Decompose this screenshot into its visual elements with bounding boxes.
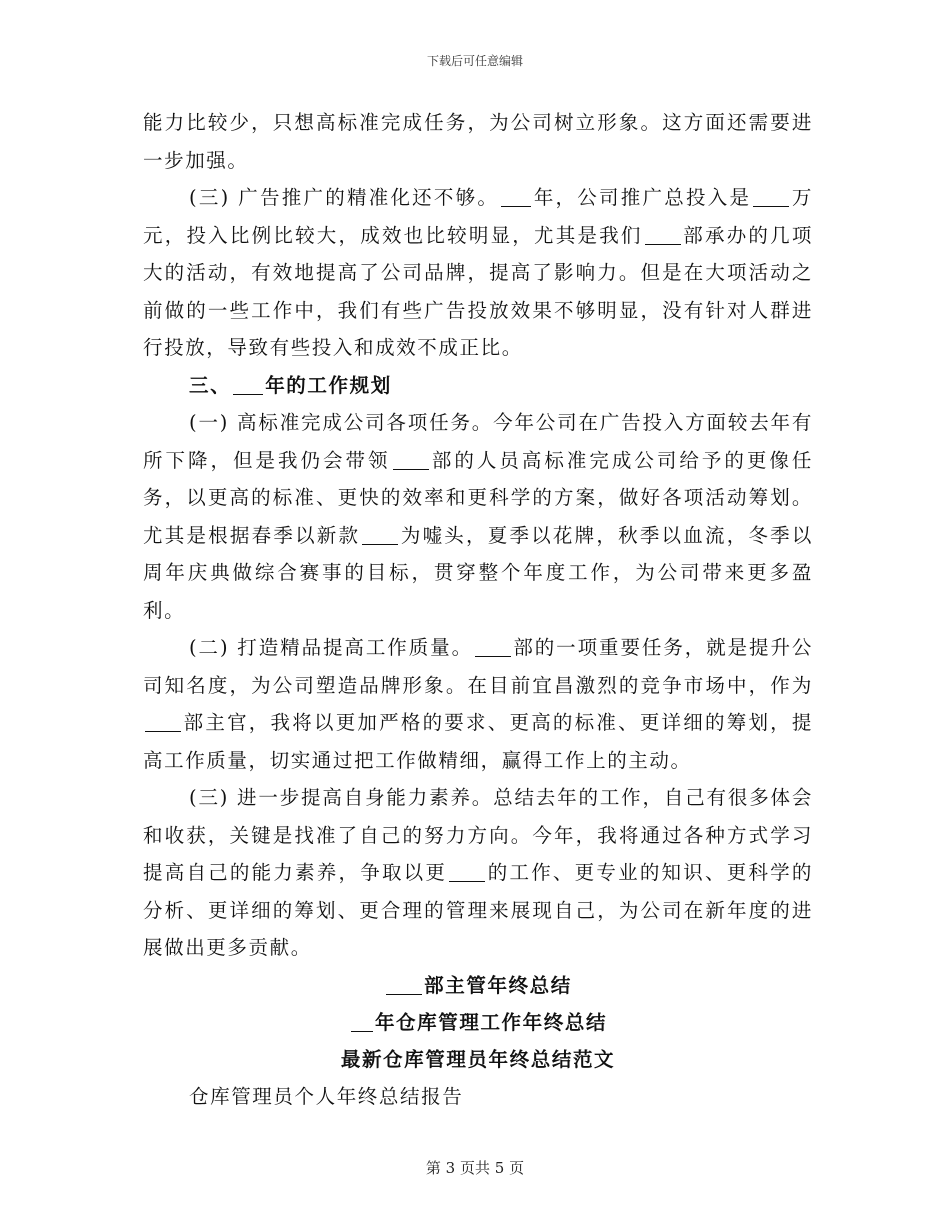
paragraph-plan-3: (三) 进一步提高自身能力素养。总结去年的工作，自己有很多体会和收获，关键是找准了自己的努力方向。今年，我将通过各种方式学习提高自己的能力素养，争取以更 的工作、更专业的知识、更科学的分析、更详细的筹划、更合理的管理来展现自己，为公司在新年度的进展做出更多贡献。 (143, 786, 813, 959)
page-header: 下载后可任意编辑 (426, 54, 523, 68)
fill-blank (501, 186, 531, 207)
fill-blank (753, 186, 789, 207)
fill-blank (351, 1011, 373, 1032)
title-supervisor-summary: 部主管年终总结 (143, 967, 813, 1004)
fill-blank (233, 374, 263, 395)
paragraph-ad-promotion: (三) 广告推广的精准化还不够。 年，公司推广总投入是 万元，投入比例比较大，成效也比较明显，尤其是我们 部承办的几项大的活动，有效地提高了公司品牌，提高了影响力。但是在大项活动之前做的一些工作中，我们有些广告投放效果不够明显，没有针对人群进行投放，导致有些投入和成效不成正比。 (143, 186, 813, 359)
fill-blank (475, 636, 511, 657)
paragraph-plan-1: (一) 高标准完成公司各项任务。今年公司在广告投入方面较去年有所下降，但是我仍会带领 部的人员高标准完成公司给予的更像任务，以更高的标准、更快的效率和更科学的方案，做好各项活动筹划。尤其是根据春季以新款 为嘘头，夏季以花牌，秋季以血流，冬季以周年庆典做综合赛事的目标，贯穿整个年度工作，为公司带来更多盈利。 (143, 411, 813, 622)
fill-blank (362, 524, 398, 545)
fill-blank (386, 974, 422, 995)
fill-blank (645, 224, 681, 245)
fill-blank (449, 861, 485, 882)
page-footer: 第 3 页共 5 页 (425, 1159, 525, 1177)
fill-blank (145, 711, 181, 732)
section-heading-plan: 三、 年的工作规划 (189, 373, 392, 397)
title-warehouse-summary: 年仓库管理工作年终总结 (143, 1004, 813, 1041)
title-warehouse-clerk-sample: 最新仓库管理员年终总结范文 (340, 1047, 616, 1071)
document-body (143, 104, 813, 1115)
paragraph-plan-2: (二) 打造精品提高工作质量。 部的一项重要任务，就是提升公司知名度，为公司塑造品牌形象。在目前宜昌激烈的竞争市场中，作为部主官，我将以更加严格的要求、更高的标准、更详细的筹划，提高工作质量，切实通过把工作做精细，赢得工作上的主动。 (143, 636, 813, 772)
paragraph-1: 能力比较少，只想高标准完成任务，为公司树立形象。这方面还需要进一步加强。 (143, 111, 813, 172)
fill-blank (393, 449, 429, 470)
paragraph-report-title: 仓库管理员个人年终总结报告 (189, 1084, 464, 1108)
